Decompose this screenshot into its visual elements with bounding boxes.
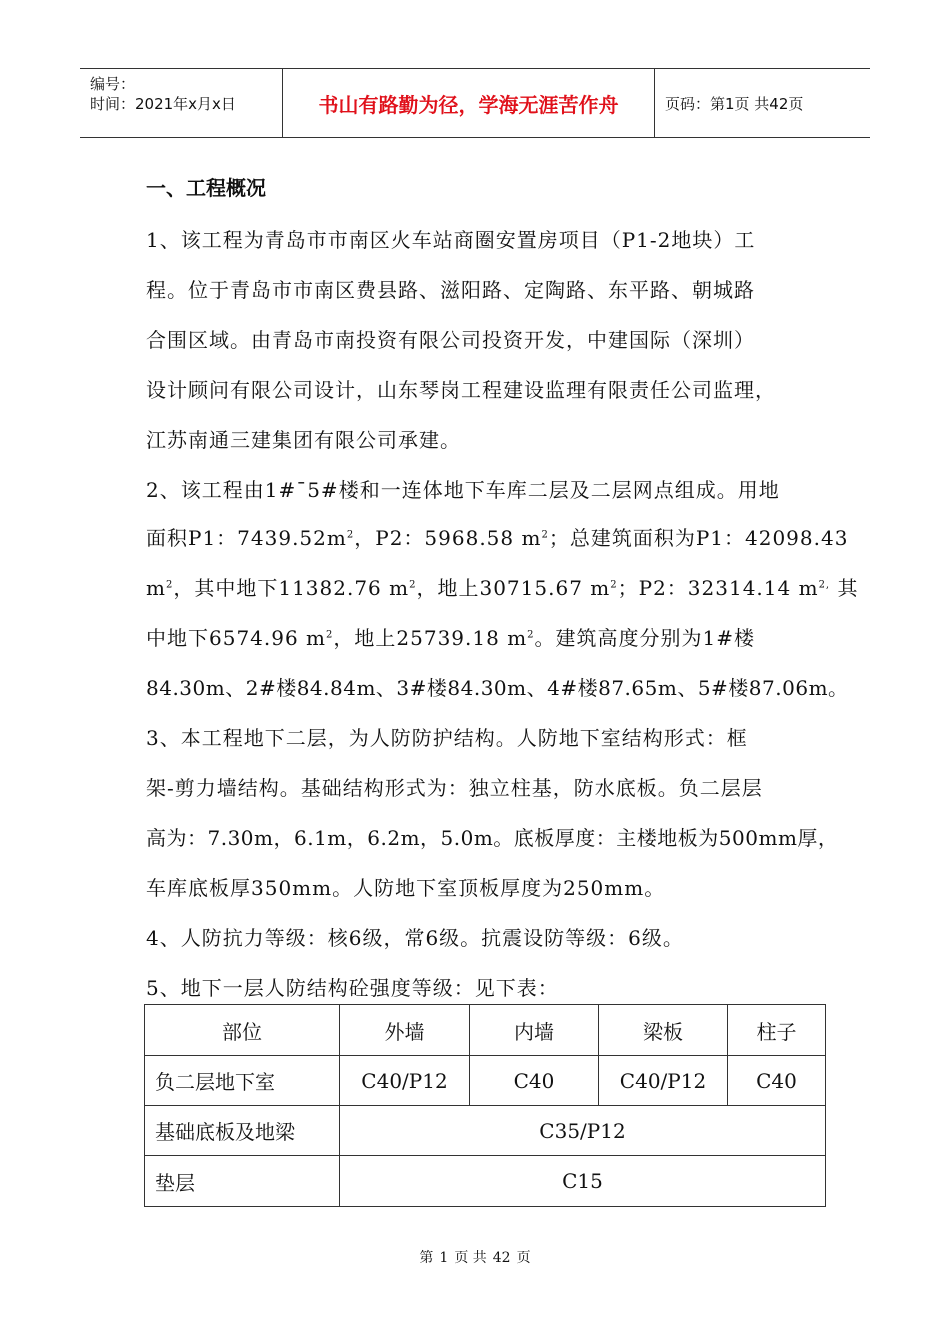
paragraph-line: 设计顾问有限公司设计，山东琴岗工程建设监理有限责任公司监理， [146,378,776,402]
paragraph-line: 3、本工程地下二层，为人防防护结构。人防地下室结构形式：框 [146,726,748,750]
time-label: 时间：2021年x月x日 [90,95,236,113]
text-fragment: ，地上30715.67 m [416,576,611,600]
paragraph-line: 1、该工程为青岛市市南区火车站商圈安置房项目（P1-2地块）工 [146,228,756,252]
footer-total-pages: 42 [492,1250,511,1266]
paragraph-line [146,522,848,551]
table-cell: C40 [727,1055,826,1106]
paragraph-line: 2、该工程由1#¯5#楼和一连体地下车库二层及二层网点组成。用地 [146,478,780,502]
text-fragment: ，其中地下11382.76 m [173,576,410,600]
paragraph-line: 江苏南通三建集团有限公司承建。 [146,428,461,452]
superscript: 2 [610,579,618,591]
text-fragment: ；总建筑面积为P1：42098.43 [548,526,849,550]
table-cell: C35/P12 [339,1105,826,1156]
text-fragment: ，P2：5968.58 m [354,526,542,550]
text-fragment: ；P2：32314.14 m [617,576,819,600]
footer-text: 页 共 [454,1250,487,1266]
superscript: 2 [541,529,549,541]
table-header-cell: 柱子 [727,1004,826,1056]
paragraph-line: 84.30m、2#楼84.84m、3#楼84.30m、4#楼87.65m、5#楼87.06m。 [146,676,849,700]
footer-page-number: 1 [439,1250,449,1266]
paragraph-line: 程。位于青岛市市南区费县路、滋阳路、定陶路、东平路、朝城路 [146,278,755,302]
paragraph-line [146,622,755,651]
paragraph-line [146,572,858,601]
table-cell: 基础底板及地梁 [144,1105,340,1156]
table-header-cell: 梁板 [598,1004,728,1056]
superscript: 2, [818,579,831,591]
table-cell: C40 [469,1055,599,1106]
superscript: 2 [326,629,334,641]
table-cell: C40/P12 [339,1055,470,1106]
text-fragment: m [146,576,166,600]
header-meta [80,69,282,137]
superscript: 2 [165,579,174,591]
header-divider [654,69,655,137]
table-cell: 负二层地下室 [144,1055,340,1106]
page-footer [0,1247,950,1267]
text-fragment: ，地上25739.18 m [333,626,528,650]
paragraph-line: 架-剪力墙结构。基础结构形式为：独立柱基，防水底板。负二层层 [146,776,763,800]
paragraph-line: 车库底板厚350mm。人防地下室顶板厚度为250mm。 [146,876,666,900]
text-fragment: 中地下6574.96 m [146,626,327,650]
section-title: 一、工程概况 [146,176,266,200]
text-fragment: 面积P1：7439.52m [146,526,347,550]
footer-text: 第 [419,1250,434,1266]
superscript: 2 [527,629,535,641]
table-header-cell: 外墙 [339,1004,470,1056]
paragraph-line: 5、地下一层人防结构砼强度等级：见下表： [146,976,559,1000]
header-page-info: 页码：第1页 共42页 [665,95,804,113]
concrete-strength-table [144,1004,826,1207]
paragraph-line: 高为：7.30m，6.1m，6.2m，5.0m。底板厚度：主楼地板为500mm厚， [146,826,839,850]
table-cell: C15 [339,1155,826,1207]
footer-text: 页 [516,1250,531,1266]
superscript: 2 [346,529,355,541]
table-header-cell: 内墙 [469,1004,599,1056]
number-label: 编号： [90,75,136,93]
text-fragment: 其 [830,576,859,600]
superscript: 2 [409,579,417,591]
header-motto: 书山有路勤为径，学海无涯苦作舟 [318,92,619,117]
page-header [80,68,870,138]
table-cell: C40/P12 [598,1055,728,1106]
paragraph-line: 4、人防抗力等级：核6级，常6级。抗震设防等级：6级。 [146,926,684,950]
table-cell: 垫层 [144,1155,340,1207]
text-fragment: 。建筑高度分别为1#楼 [534,626,756,650]
table-header-cell: 部位 [144,1004,340,1056]
paragraph-line: 合围区域。由青岛市南投资有限公司投资开发，中建国际（深圳） [146,328,755,352]
